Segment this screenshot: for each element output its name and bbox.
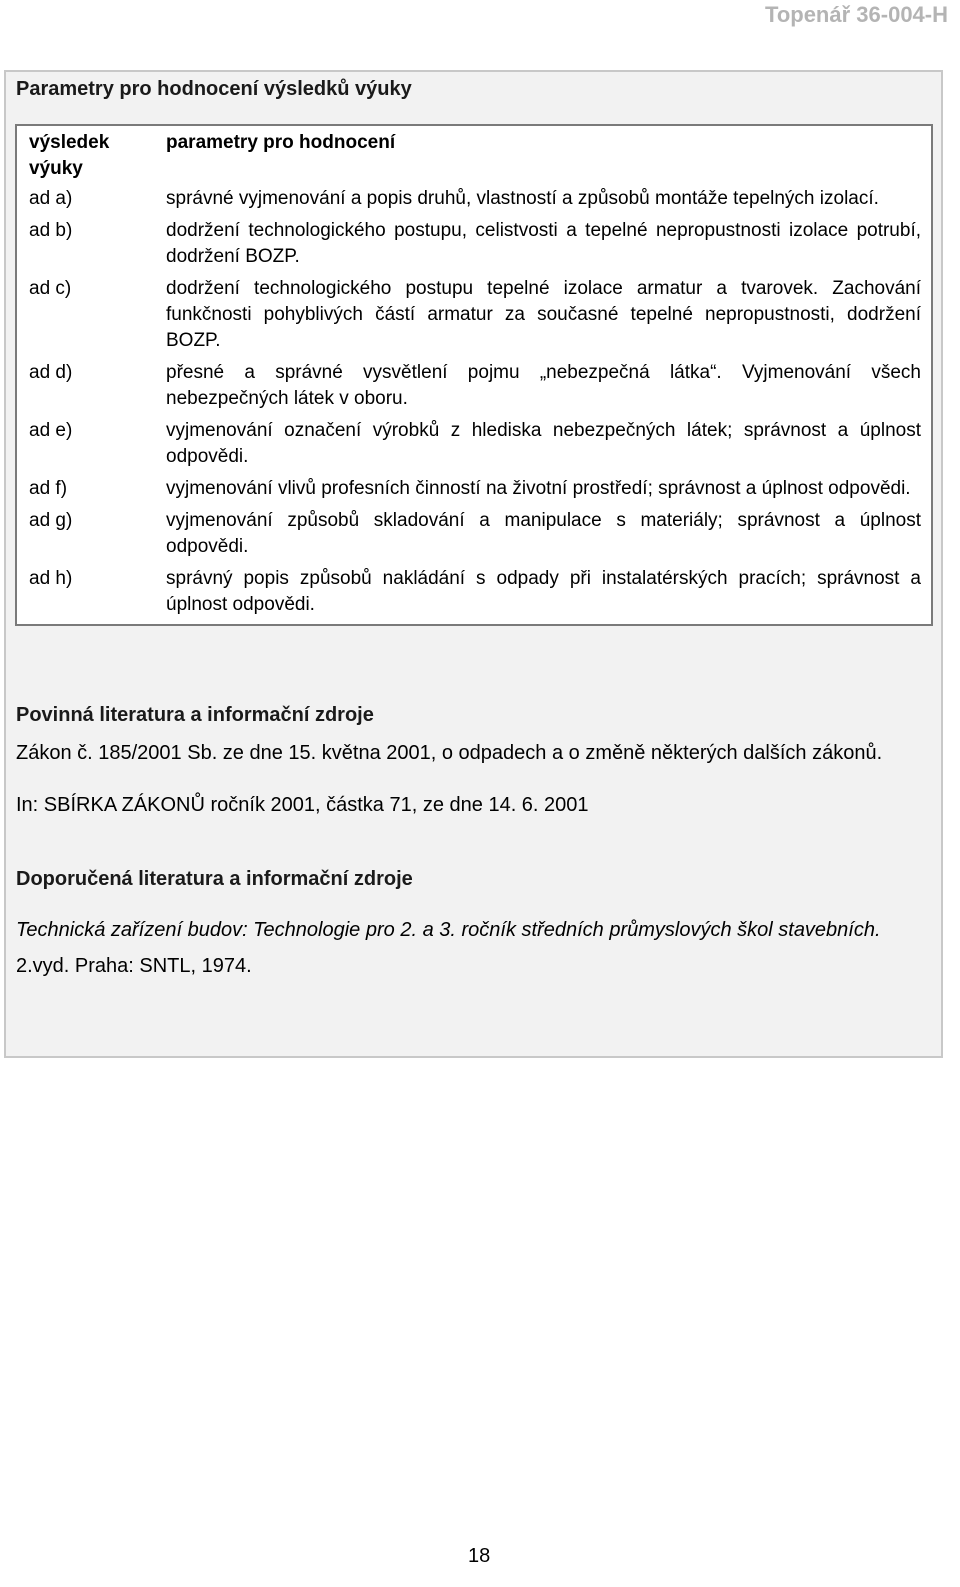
evaluation-heading: Parametry pro hodnocení výsledků výuky <box>16 78 412 100</box>
column-header-result: výsledek výuky <box>29 132 110 179</box>
result-label: ad b) <box>29 220 73 241</box>
page-number: 18 <box>468 1545 491 1567</box>
evaluation-parameter: správné vyjmenování a popis druhů, vlastností a způsobů montáže tepelných izolací. <box>166 188 879 209</box>
table-row <box>17 508 931 566</box>
result-label: ad a) <box>29 188 73 209</box>
result-label: ad f) <box>29 478 68 499</box>
recommended-literature-heading: Doporučená literatura a informační zdroje <box>16 868 413 890</box>
result-label: ad c) <box>29 278 72 299</box>
citation-title: Technická zařízení budov: Technologie pro 2. a 3. ročník středních průmyslových škol stavebních. <box>16 919 881 941</box>
table-row <box>17 186 931 218</box>
citation-publisher: 2.vyd. Praha: SNTL, 1974. <box>16 955 252 977</box>
evaluation-parameter: dodržení technologického postupu, celistvosti a tepelné nepropustnosti izolace potrubí, dodržení BOZP. <box>166 220 921 267</box>
table-row <box>17 476 931 508</box>
table-header-row <box>17 126 931 186</box>
result-label: ad e) <box>29 420 73 441</box>
evaluation-parameter: vyjmenování způsobů skladování a manipulace s materiály; správnost a úplnost odpovědi. <box>166 510 921 557</box>
required-literature-line-1: Zákon č. 185/2001 Sb. ze dne 15. května 2001, o odpadech a o změně některých dalších zákonů. <box>16 742 883 764</box>
document-header-title: Topenář 36-004-H <box>765 2 948 27</box>
result-label: ad h) <box>29 568 73 589</box>
evaluation-parameter: vyjmenování vlivů profesních činností na životní prostředí; správnost a úplnost odpovědi. <box>166 478 911 499</box>
column-header-parameters: parametry pro hodnocení <box>166 132 396 153</box>
table-row <box>17 566 931 624</box>
table-row <box>17 360 931 418</box>
result-label: ad d) <box>29 362 73 383</box>
result-label: ad g) <box>29 510 73 531</box>
table-row <box>17 418 931 476</box>
table-row <box>17 218 931 276</box>
recommended-literature-citation <box>16 912 916 984</box>
evaluation-parameter: dodržení technologického postupu tepelné izolace armatur a tvarovek. Zachování funkčnosti pohyblivých částí armatur za současné tepelné nepropustnosti, dodržení BOZP. <box>166 278 921 351</box>
evaluation-table <box>15 124 933 626</box>
evaluation-parameter: přesné a správné vysvětlení pojmu „nebezpečná látka“. Vyjmenování všech nebezpečných látek v oboru. <box>166 362 921 409</box>
table-row <box>17 276 931 360</box>
required-literature-heading: Povinná literatura a informační zdroje <box>16 704 374 726</box>
evaluation-parameter: vyjmenování označení výrobků z hlediska nebezpečných látek; správnost a úplnost odpovědi. <box>166 420 921 467</box>
evaluation-parameter: správný popis způsobů nakládání s odpady při instalatérských pracích; správnost a úplnost odpovědi. <box>166 568 921 615</box>
required-literature-line-2: In: SBÍRKA ZÁKONŮ ročník 2001, částka 71, ze dne 14. 6. 2001 <box>16 794 589 816</box>
